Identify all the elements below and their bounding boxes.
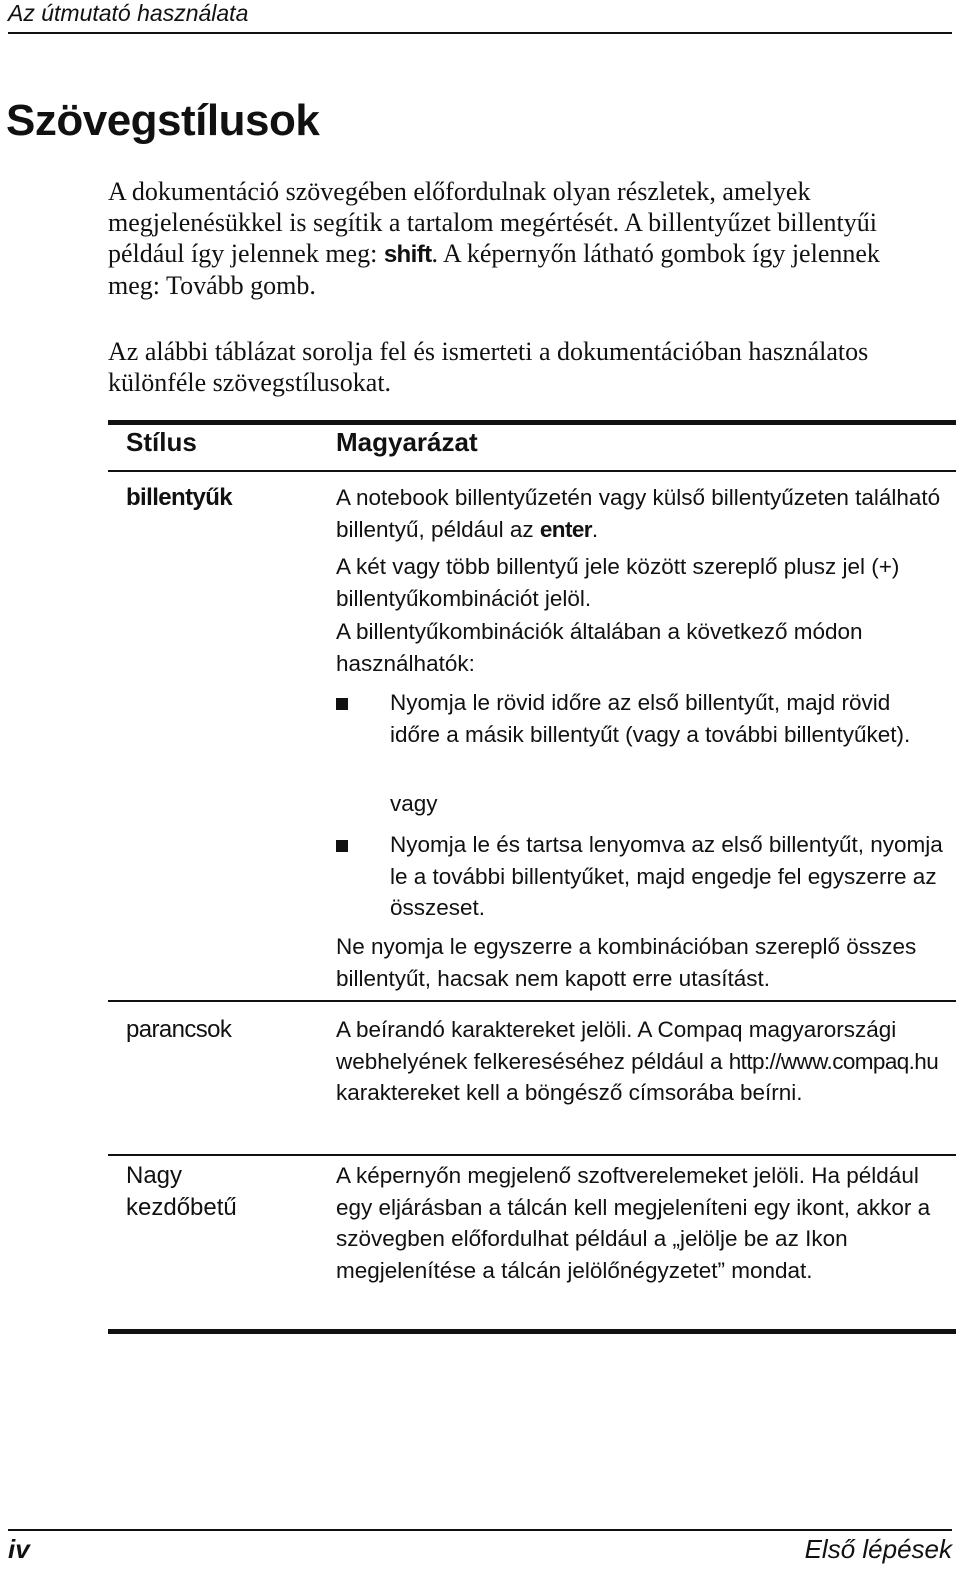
row2-desc: A beírandó karaktereket jelöli. A Compaq magyarországi webhelyének felkereséséhez például a http://www.compaq.hu karaktereket kell a böngésző címsorába beírni. — [336, 1017, 939, 1105]
row1-desc-4: Ne nyomja le egyszerre a kombinációban szereplő összes billentyűt, hacsak nem kapott erre utasítást. — [336, 934, 917, 991]
book-title: Első lépések — [804, 1534, 952, 1564]
row1-or: vagy — [390, 791, 438, 816]
page-number: iv — [8, 1534, 30, 1564]
row3-desc: A képernyőn megjelenő szoftverelemeket jelöli. Ha például egy eljárásban a tálcán kell megjeleníteni egy ikont, akkor a szövegben előfordulhat például a „jelölje be az Ikon megjelenítése a tálcán jelölőnégyzetet” mondat. — [336, 1163, 931, 1283]
key-enter: enter — [539, 516, 592, 542]
intro-paragraph-2: Az alábbi táblázat sorolja fel és ismerteti a dokumentációban használatos különféle szövegstílusokat. — [108, 337, 869, 397]
style-cell-capitals: Nagy kezdőbetű — [126, 1162, 237, 1221]
row-divider — [108, 1154, 956, 1156]
row-divider — [108, 1000, 956, 1002]
column-header-style: Stílus — [126, 427, 197, 457]
footer-rule — [8, 1529, 952, 1531]
section-title: Szövegstílusok — [6, 96, 320, 145]
row1-desc-3: A billentyűkombinációk általában a következő módon használhatók: — [336, 619, 863, 676]
url-example: http://www.compaq.hu — [728, 1048, 939, 1074]
running-header-title: Az útmutató használata — [8, 0, 249, 26]
table-top-rule — [108, 420, 956, 425]
bullet-square-icon — [336, 698, 348, 710]
table-header-rule — [108, 470, 956, 472]
row1-bullet-2: Nyomja le és tartsa lenyomva az első billentyűt, nyomja le a további billentyűket, majd engedje fel egyszerre az összeset. — [390, 832, 943, 920]
style-cell-keys: billentyűk — [126, 484, 233, 511]
bullet-square-icon — [336, 840, 348, 852]
header-rule — [8, 32, 952, 34]
style-cell-commands: parancsok — [126, 1016, 232, 1043]
intro-paragraph-1: A dokumentáció szövegében előfordulnak olyan részletek, amelyek megjelenésükkel is segítik a tartalom megértését. A billentyűzet billentyűi például így jelennek meg: shift. A képernyőn látható gombok így jelennek meg: Tovább gomb. — [108, 177, 880, 300]
column-header-description: Magyarázat — [336, 427, 478, 457]
table-bottom-rule — [108, 1329, 956, 1334]
row1-bullet-1: Nyomja le rövid időre az első billentyűt, majd rövid időre a másik billentyűt (vagy a további billentyűket). — [390, 690, 911, 747]
key-example: shift — [383, 241, 432, 268]
row1-desc-1: A notebook billentyűzetén vagy külső billentyűzeten található billentyű, például az enter. — [336, 485, 941, 542]
row1-desc-2: A két vagy több billentyű jele között szereplő plusz jel (+) billentyűkombinációt jelöl. — [336, 554, 900, 611]
